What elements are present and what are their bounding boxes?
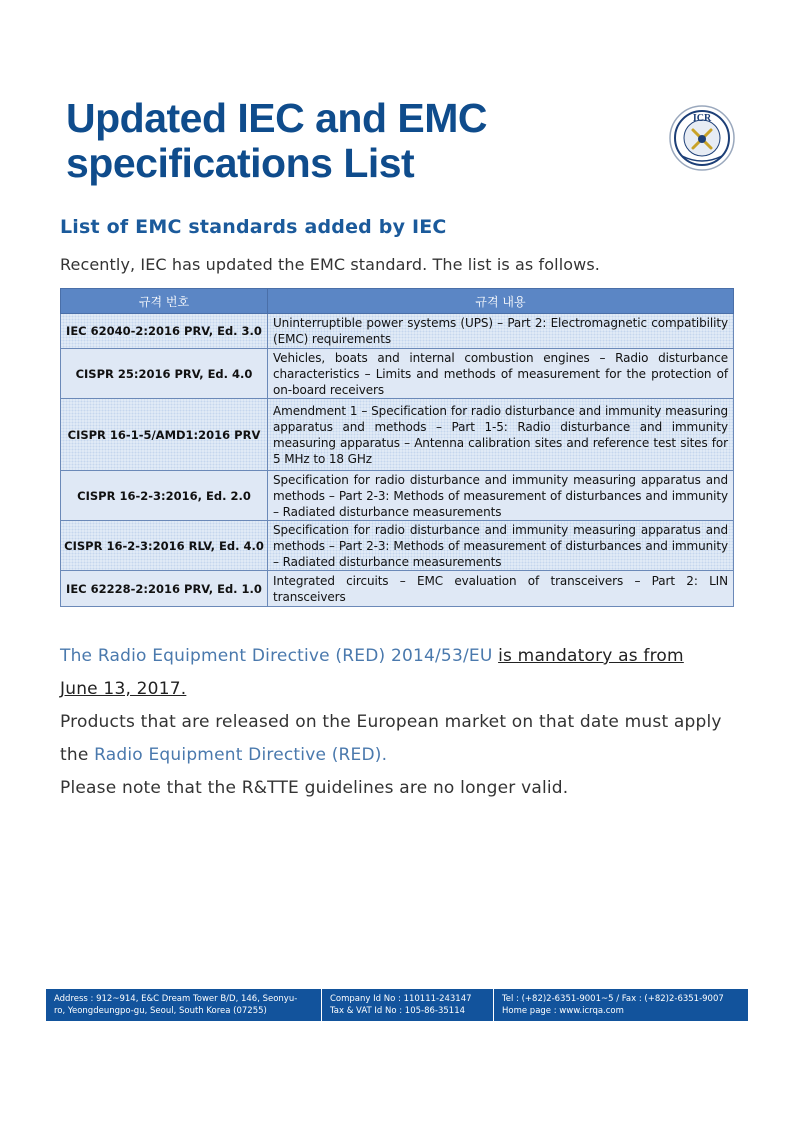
icr-logo	[666, 104, 738, 172]
standard-code: CISPR 16-2-3:2016 RLV, Ed. 4.0	[61, 521, 268, 571]
section-heading: List of EMC standards added by IEC	[60, 216, 447, 238]
title-line-2: specifications List	[66, 140, 415, 186]
intro-text: Recently, IEC has updated the EMC standard. The list is as follows.	[60, 255, 600, 274]
standard-code: CISPR 16-1-5/AMD1:2016 PRV	[61, 399, 268, 471]
footer-contact	[494, 989, 748, 1021]
footer-ids	[322, 989, 494, 1021]
tax-id: Tax & VAT Id No : 105-86-35114	[330, 1006, 466, 1016]
products-line: Products that are released on the European market on that date must apply	[60, 712, 722, 732]
standard-code: CISPR 25:2016 PRV, Ed. 4.0	[61, 349, 268, 399]
tel-fax: Tel : (+82)2-6351-9001~5 / Fax : (+82)2-6351-9007	[502, 994, 724, 1004]
address-line-1: Address : 912~914, E&C Dream Tower B/D, 146, Seonyu-	[54, 994, 298, 1004]
standard-description: Specification for radio disturbance and immunity measuring apparatus and methods – Part 2-3: Methods of measurement of disturbances and immunity – Radiated disturbance measurements	[268, 521, 734, 571]
address-line-2: ro, Yeongdeungpo-gu, Seoul, South Korea (07255)	[54, 1006, 267, 1016]
table-row	[61, 314, 734, 349]
standard-description: Specification for radio disturbance and immunity measuring apparatus and methods – Part 2-3: Methods of measurement of disturbances and immunity – Radiated disturbance measurements	[268, 471, 734, 521]
table-row	[61, 471, 734, 521]
standard-description: Amendment 1 – Specification for radio disturbance and immunity measuring apparatus and methods – Part 1-5: Radio disturbance and immunity measuring apparatus – Antenna calibration sites and reference test sites for 5 MHz to 18 GHz	[268, 399, 734, 471]
date-line	[60, 673, 760, 706]
standard-description: Uninterruptible power systems (UPS) – Part 2: Electromagnetic compatibility (EMC) requirements	[268, 314, 734, 349]
standard-code: IEC 62040-2:2016 PRV, Ed. 3.0	[61, 314, 268, 349]
standard-code: CISPR 16-2-3:2016, Ed. 2.0	[61, 471, 268, 521]
apply-line	[60, 739, 760, 772]
standard-code: IEC 62228-2:2016 PRV, Ed. 1.0	[61, 571, 268, 607]
directive-line	[60, 640, 760, 673]
homepage-link[interactable]: Home page : www.icrqa.com	[502, 1006, 624, 1016]
title-line-1: Updated IEC and EMC	[66, 95, 488, 141]
column-header-number: 규격 번호	[61, 289, 268, 314]
effective-date: June 13, 2017.	[60, 679, 187, 699]
table-row	[61, 349, 734, 399]
table-header-row	[61, 289, 734, 314]
table-row	[61, 399, 734, 471]
apply-the: the	[60, 745, 89, 765]
table-row	[61, 571, 734, 607]
standards-table	[60, 288, 734, 607]
directive-name: The Radio Equipment Directive (RED) 2014/53/EU	[60, 646, 493, 666]
standard-description: Integrated circuits – EMC evaluation of transceivers – Part 2: LIN transceivers	[268, 571, 734, 607]
logo-text: ICR	[692, 113, 712, 124]
footer-address	[46, 989, 322, 1021]
footer	[46, 989, 748, 1021]
rtte-note: Please note that the R&TTE guidelines are no longer valid.	[60, 778, 569, 798]
company-id: Company Id No : 110111-243147	[330, 994, 472, 1004]
red-name: Radio Equipment Directive (RED).	[94, 745, 388, 765]
standard-description: Vehicles, boats and internal combustion engines – Radio disturbance characteristics – Limits and methods of measurement for the protection of on-board receivers	[268, 349, 734, 399]
red-directive-notice	[60, 640, 760, 805]
column-header-content: 규격 내용	[268, 289, 734, 314]
page-title	[66, 96, 586, 186]
mandatory-text: is mandatory as from	[498, 646, 684, 666]
table-row	[61, 521, 734, 571]
